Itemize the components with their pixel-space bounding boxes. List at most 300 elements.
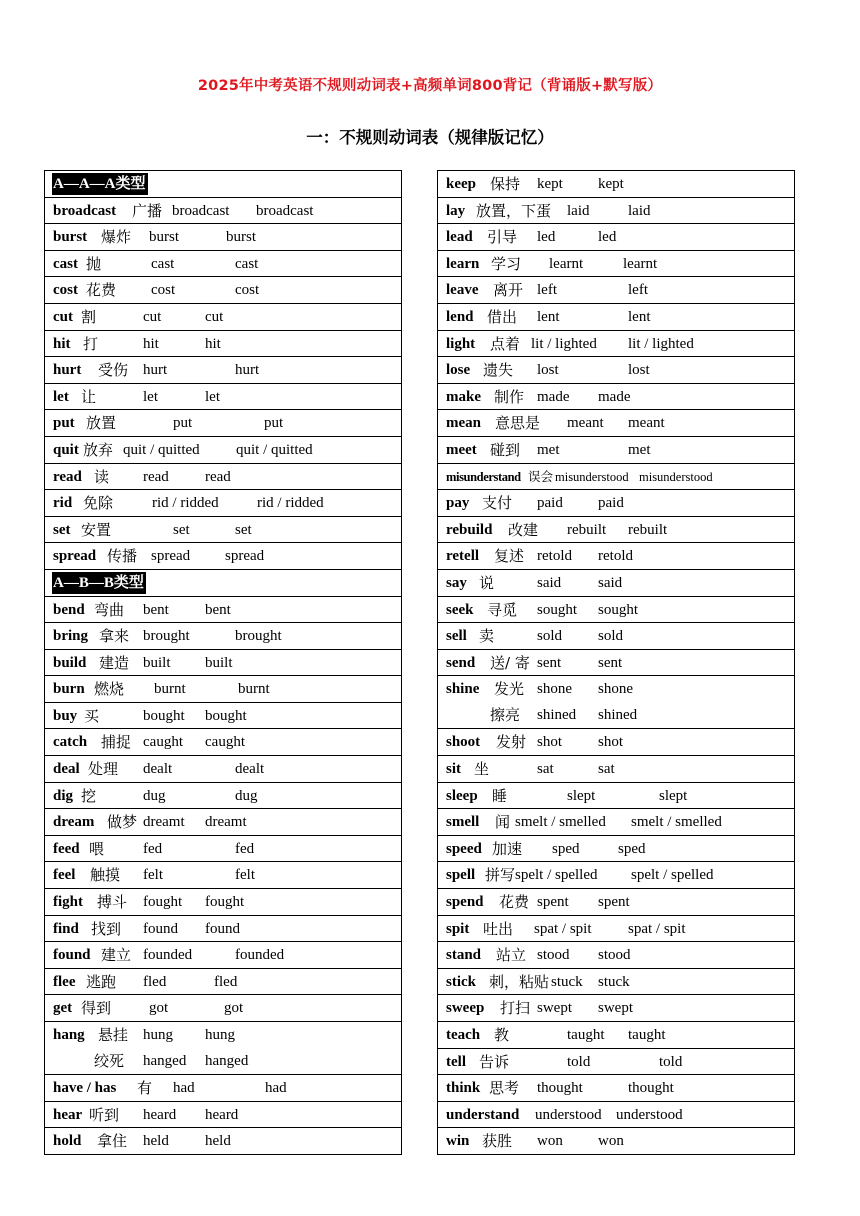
verb-base: send [446, 654, 476, 671]
verb-meaning: 睡 [492, 786, 508, 805]
verb-past-participle: rebuilt [628, 521, 668, 538]
verb-past-participle-alt: hanged [205, 1053, 249, 1069]
verb-base: dig [53, 787, 74, 804]
verb-past: stood [537, 947, 570, 964]
verb-past: stuck [551, 973, 583, 990]
verb-past-participle: hit [205, 335, 221, 352]
verb-past: caught [143, 734, 183, 751]
verb-base: misunderstand [446, 469, 521, 484]
verb-past: met [537, 441, 560, 458]
verb-past-participle: sought [598, 601, 639, 618]
verb-row [438, 1022, 794, 1049]
verb-base: dream [53, 814, 95, 831]
verb-meaning: 广播 [132, 201, 163, 220]
verb-base: quit [53, 441, 79, 458]
verb-past: held [143, 1133, 169, 1150]
verb-past-participle: smelt / smelled [631, 814, 722, 831]
verb-row [438, 916, 794, 943]
verb-row [438, 756, 794, 783]
verb-row [438, 464, 794, 491]
verb-past: broadcast [172, 202, 230, 219]
verb-meaning: 挖 [81, 786, 97, 805]
verb-past: slept [567, 787, 596, 804]
verb-past-participle: hung [205, 1027, 235, 1043]
verb-row [438, 783, 794, 810]
verb-table-right [437, 170, 795, 1155]
verb-row [45, 942, 401, 969]
verb-past-participle: dreamt [205, 814, 247, 831]
verb-past: hurt [143, 362, 168, 379]
verb-row [438, 862, 794, 889]
verb-meaning: 放置，下蛋 [476, 201, 552, 220]
verb-base: keep [446, 176, 476, 192]
verb-past: burst [149, 229, 179, 246]
verb-past-participle: cut [205, 308, 224, 325]
verb-row [45, 1022, 401, 1075]
verb-past: told [567, 1053, 591, 1070]
verb-base: broadcast [53, 202, 117, 219]
category-header-row [45, 570, 401, 597]
verb-meaning: 发射 [496, 733, 527, 752]
verb-past-alt: shined [537, 707, 577, 724]
category-header: A—B—B类型 [52, 572, 146, 594]
verb-past-participle: caught [205, 734, 245, 751]
verb-row [438, 570, 794, 597]
verb-base: say [446, 574, 467, 591]
verb-meaning: 寻觅 [487, 600, 518, 619]
verb-meaning: 让 [81, 387, 97, 406]
verb-meaning: 吐出 [483, 919, 514, 938]
verb-past: misunderstood [555, 469, 629, 484]
verb-past: fed [143, 840, 163, 857]
verb-past-participle: won [598, 1133, 624, 1150]
verb-row [45, 251, 401, 278]
verb-meaning: 燃烧 [94, 680, 125, 699]
verb-base: seek [446, 601, 474, 618]
verb-meaning: 抛 [86, 254, 102, 273]
verb-base: speed [446, 840, 482, 857]
verb-base: sweep [446, 1000, 485, 1017]
verb-past: said [537, 574, 562, 591]
verb-past: shone [537, 681, 572, 698]
verb-past: sought [537, 601, 578, 618]
verb-past-participle: dug [235, 787, 258, 804]
verb-row [45, 783, 401, 810]
verb-past: dreamt [143, 814, 185, 831]
verb-row [45, 224, 401, 251]
verb-base: have / has [53, 1080, 117, 1097]
verb-past: found [143, 920, 178, 937]
verb-meaning: 送/ 寄 [490, 653, 530, 672]
verb-base: hurt [53, 362, 82, 379]
verb-base: lead [446, 229, 473, 246]
verb-base: cost [53, 282, 78, 299]
verb-past: won [537, 1133, 563, 1150]
verb-row [438, 277, 794, 304]
verb-row [45, 889, 401, 916]
verb-row [438, 384, 794, 411]
verb-base: build [53, 654, 87, 671]
verb-meaning: 割 [81, 307, 97, 326]
verb-past-participle: met [628, 441, 651, 458]
verb-base: stick [446, 973, 476, 990]
verb-base: fight [53, 894, 83, 911]
verb-past: sent [537, 654, 562, 671]
verb-past: quit / quitted [123, 441, 200, 458]
verb-past: lost [537, 362, 559, 379]
verb-row [45, 809, 401, 836]
verb-meaning: 引导 [487, 228, 518, 247]
verb-base: sleep [446, 787, 478, 804]
verb-row [438, 995, 794, 1022]
verb-meaning: 放弃 [83, 440, 114, 459]
verb-meaning: 受伤 [98, 361, 129, 380]
verb-meaning: 学习 [491, 254, 522, 273]
verb-row [438, 437, 794, 464]
verb-base: rebuild [446, 521, 493, 538]
verb-past-participle: said [598, 574, 623, 591]
verb-meaning: 处理 [88, 760, 119, 779]
verb-meaning: 误会 [528, 468, 554, 484]
verb-past: let [143, 388, 158, 405]
verb-base: sell [446, 628, 467, 645]
verb-row [438, 650, 794, 677]
verb-base: rid [53, 495, 73, 512]
verb-past-participle: spelt / spelled [631, 867, 714, 884]
verb-row [45, 410, 401, 437]
verb-past: smelt / smelled [515, 814, 606, 831]
verb-base: lay [446, 202, 466, 219]
verb-base: hit [53, 335, 71, 352]
verb-past: felt [143, 867, 163, 884]
verb-meaning: 告诉 [479, 1052, 510, 1071]
verb-past: brought [143, 628, 190, 645]
verb-past-participle: paid [598, 495, 624, 512]
verb-past-participle: fought [205, 894, 245, 911]
verb-meaning: 借出 [487, 307, 518, 326]
verb-row [438, 543, 794, 570]
verb-row [45, 916, 401, 943]
verb-base: hear [53, 1106, 83, 1123]
verb-row [438, 942, 794, 969]
verb-past-participle: spread [225, 548, 265, 565]
verb-meaning: 思考 [489, 1079, 520, 1098]
verb-past: put [173, 415, 193, 432]
verb-past: led [537, 229, 556, 246]
verb-past-participle: felt [235, 867, 255, 884]
verb-meaning-alt: 绞死 [94, 1052, 125, 1070]
verb-base: flee [53, 973, 76, 990]
verb-past-participle: laid [628, 202, 651, 219]
verb-base: stand [446, 947, 482, 964]
verb-meaning: 拿来 [99, 627, 130, 646]
verb-row [45, 464, 401, 491]
verb-meaning: 建造 [99, 653, 130, 672]
verb-past-participle: built [205, 654, 233, 671]
verb-row [438, 836, 794, 863]
verb-past-participle: lent [628, 308, 651, 325]
verb-past: dug [143, 787, 166, 804]
verb-past-participle: shone [598, 681, 633, 698]
verb-row [45, 703, 401, 730]
verb-past-participle: thought [628, 1080, 674, 1097]
verb-meaning: 碰到 [490, 440, 521, 459]
verb-row [438, 251, 794, 278]
verb-meaning: 拿住 [97, 1132, 128, 1151]
verb-past-alt: hanged [143, 1053, 187, 1069]
verb-past: shot [537, 734, 563, 751]
verb-past-participle: bought [205, 707, 247, 724]
category-header: A—A—A类型 [52, 173, 148, 195]
verb-past: swept [537, 1000, 572, 1017]
verb-base: spell [446, 867, 476, 884]
section-heading: 一：不规则动词表（规律版记忆） [306, 128, 554, 147]
verb-base: sit [446, 761, 461, 778]
verb-past-participle: let [205, 388, 220, 405]
verb-meaning: 触摸 [90, 866, 121, 885]
verb-base: shoot [446, 734, 481, 751]
verb-past: dealt [143, 761, 173, 778]
verb-meaning: 得到 [81, 999, 112, 1018]
verb-past: thought [537, 1080, 583, 1097]
verb-past: sped [552, 840, 580, 857]
verb-past: founded [143, 947, 193, 964]
verb-base: think [446, 1080, 481, 1097]
verb-base: retell [446, 548, 480, 565]
verb-row [45, 543, 401, 570]
verb-base: pay [446, 495, 470, 512]
verb-base: shine [446, 681, 480, 698]
verb-base: spend [446, 894, 484, 911]
verb-base: deal [53, 761, 80, 778]
verb-base: leave [446, 282, 479, 299]
verb-past-participle: told [659, 1053, 683, 1070]
verb-meaning: 弯曲 [94, 600, 125, 619]
verb-row [438, 1102, 794, 1129]
verb-meaning: 花费 [499, 893, 530, 912]
verb-past-participle: read [205, 468, 231, 485]
verb-base: cast [53, 255, 78, 272]
verb-base: make [446, 388, 481, 405]
verb-base: let [53, 388, 69, 405]
verb-meaning: 卖 [479, 627, 495, 646]
verb-base: teach [446, 1027, 481, 1043]
verb-past: spread [151, 548, 191, 565]
verb-row [438, 1128, 794, 1155]
verb-past-participle: set [235, 521, 252, 538]
verb-past: lit / lighted [531, 335, 597, 352]
verb-meaning: 复述 [494, 547, 525, 566]
verb-meaning: 站立 [496, 946, 527, 965]
verb-base: spread [53, 548, 97, 565]
verb-meaning: 安置 [81, 520, 112, 539]
verb-row [438, 676, 794, 729]
verb-base: set [53, 521, 71, 538]
verb-past: burnt [154, 681, 186, 698]
verb-meaning: 保持 [490, 175, 521, 193]
verb-past: cast [151, 255, 175, 272]
verb-base: feed [53, 840, 80, 857]
verb-past-participle: broadcast [256, 202, 314, 219]
verb-row [45, 650, 401, 677]
verb-past-participle: taught [628, 1027, 666, 1043]
verb-meaning: 逃跑 [86, 972, 117, 991]
verb-row [45, 1102, 401, 1129]
verb-past-participle: put [264, 415, 284, 432]
verb-meaning: 刺，粘贴 [489, 972, 550, 991]
verb-past-participle: meant [628, 415, 665, 432]
verb-meaning: 搏斗 [97, 893, 128, 912]
verb-past: left [537, 282, 557, 299]
verb-past-participle: sent [598, 654, 623, 671]
verb-row [45, 437, 401, 464]
verb-past: spat / spit [534, 920, 592, 937]
verb-past-participle: had [265, 1080, 287, 1097]
verb-row [45, 676, 401, 703]
verb-row [45, 490, 401, 517]
verb-base: found [53, 947, 91, 964]
verb-past: understood [535, 1106, 602, 1123]
verb-row [438, 1075, 794, 1102]
verb-meaning: 买 [84, 706, 100, 725]
verb-row [438, 1049, 794, 1076]
verb-past-participle: left [628, 282, 648, 299]
verb-base: burst [53, 229, 88, 246]
verb-meaning: 打扫 [500, 999, 531, 1018]
verb-past: bought [143, 707, 185, 724]
verb-past-participle: brought [235, 628, 282, 645]
verb-meaning: 闻 [495, 813, 511, 832]
verb-past: sat [537, 761, 554, 778]
verb-past-participle: made [598, 388, 631, 405]
verb-past-participle: quit / quitted [236, 441, 313, 458]
verb-meaning: 离开 [493, 281, 524, 300]
verb-row [45, 597, 401, 624]
verb-row [45, 1128, 401, 1155]
verb-meaning: 获胜 [482, 1132, 513, 1151]
verb-base: light [446, 335, 476, 352]
verb-past-participle: fled [214, 973, 238, 990]
verb-past-participle: swept [598, 1000, 633, 1017]
verb-past-participle: burnt [238, 681, 270, 698]
verb-past: retold [537, 548, 572, 565]
verb-past: laid [567, 202, 590, 219]
verb-row [438, 304, 794, 331]
verb-meaning-alt: 擦亮 [490, 706, 521, 725]
verb-past: hung [143, 1027, 173, 1043]
verb-past: kept [537, 176, 563, 192]
verb-base: catch [53, 734, 88, 751]
verb-base: win [446, 1133, 470, 1150]
verb-meaning: 免除 [83, 494, 114, 513]
verb-row [45, 384, 401, 411]
verb-base: lend [446, 308, 474, 325]
verb-meaning: 改建 [508, 520, 539, 539]
verb-past: sold [537, 628, 563, 645]
verb-past-participle: bent [205, 601, 231, 618]
verb-base: spit [446, 920, 470, 937]
verb-past-participle: understood [616, 1106, 683, 1123]
verb-meaning: 支付 [482, 494, 513, 513]
verb-past: made [537, 388, 570, 405]
verb-past-participle: heard [205, 1106, 239, 1123]
verb-row [45, 836, 401, 863]
verb-meaning: 花费 [86, 281, 117, 300]
verb-base: understand [446, 1106, 520, 1123]
verb-base: burn [53, 681, 85, 698]
verb-past-participle: found [205, 920, 240, 937]
verb-row [438, 490, 794, 517]
verb-row [438, 729, 794, 756]
verb-meaning: 点着 [490, 334, 521, 353]
verb-base: learn [446, 255, 480, 272]
verb-base: buy [53, 707, 78, 724]
verb-row [45, 729, 401, 756]
verb-past: meant [567, 415, 604, 432]
verb-row [45, 623, 401, 650]
verb-base: put [53, 415, 75, 432]
verb-past-participle: burst [226, 229, 256, 246]
verb-row [438, 809, 794, 836]
verb-past: rid / ridded [152, 495, 219, 512]
verb-past: read [143, 468, 169, 485]
verb-base: bend [53, 601, 85, 618]
verb-past: cost [151, 282, 176, 299]
verb-row [45, 357, 401, 384]
verb-row [45, 331, 401, 358]
verb-past-participle: got [224, 1000, 244, 1017]
verb-past-participle: sat [598, 761, 615, 778]
verb-meaning: 说 [479, 573, 495, 592]
verb-row [438, 410, 794, 437]
verb-past-participle: hurt [235, 362, 260, 379]
verb-past: bent [143, 601, 169, 618]
verb-base: tell [446, 1053, 466, 1070]
verb-past-participle: misunderstood [639, 469, 713, 484]
verb-past-participle: lost [628, 362, 650, 379]
verb-row [438, 623, 794, 650]
verb-past-participle: spent [598, 894, 630, 911]
verb-row [438, 597, 794, 624]
verb-row [438, 889, 794, 916]
verb-base: find [53, 920, 79, 937]
verb-past: got [149, 1000, 169, 1017]
verb-row [45, 969, 401, 996]
verb-row [438, 171, 794, 198]
verb-meaning: 做梦 [107, 813, 138, 832]
verb-past-participle: stuck [598, 973, 630, 990]
verb-past: hit [143, 335, 159, 352]
verb-row [438, 517, 794, 544]
verb-row [438, 331, 794, 358]
verb-past: paid [537, 495, 563, 512]
verb-base: read [53, 468, 82, 485]
verb-past-participle: dealt [235, 761, 265, 778]
verb-meaning: 读 [94, 467, 110, 486]
verb-meaning: 建立 [101, 946, 132, 965]
verb-meaning: 制作 [494, 387, 525, 406]
verb-meaning: 放置 [86, 414, 117, 433]
verb-past-participle: slept [659, 787, 688, 804]
verb-meaning: 找到 [91, 919, 122, 938]
verb-meaning: 发光 [494, 680, 525, 699]
verb-past: heard [143, 1106, 177, 1123]
verb-row [45, 862, 401, 889]
verb-past-participle: led [598, 229, 617, 246]
verb-meaning: 意思是 [495, 414, 541, 433]
verb-row [45, 304, 401, 331]
verb-past: set [173, 521, 190, 538]
